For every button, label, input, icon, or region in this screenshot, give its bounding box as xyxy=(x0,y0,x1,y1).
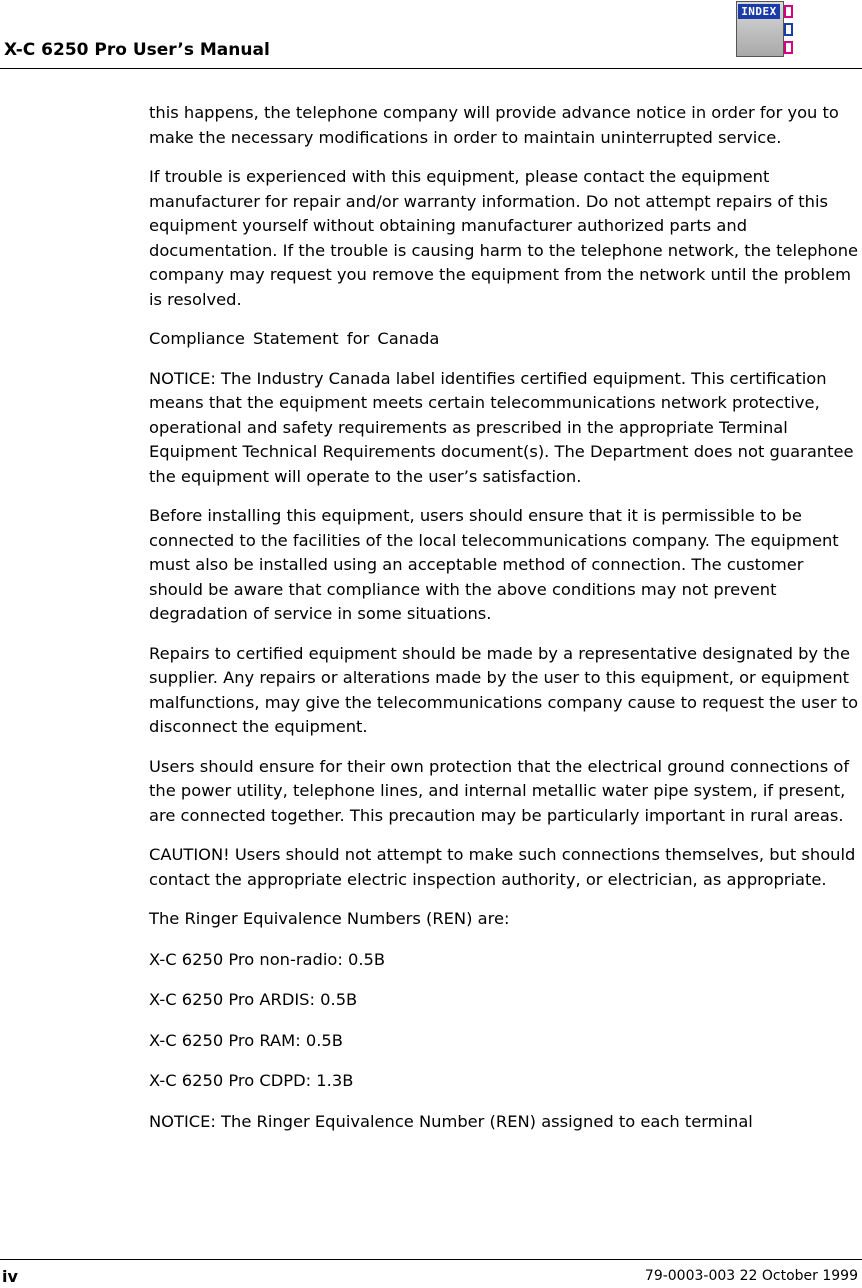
paragraph-ren-notice: NOTICE: The Ringer Equivalence Number (REN) assigned to each terminal xyxy=(149,1111,753,1131)
paragraph-before-installing: Before installing this equipment, users should ensure that it is permissible to be connected to the facilities of the local telecommunications company. The equipment must also be installed using an acceptable method of connection. The customer should be aware that compliance with the above conditions may not prevent degradation of service in some situations. xyxy=(149,506,839,623)
paragraph-trouble: If trouble is experienced with this equipment, please contact the equipment manufacturer for repair and/or warranty information. Do not attempt repairs of this equipment yourself without obtaining manufacturer authorized parts and documentation. If the trouble is causing harm to the telephone network, the telephone company may request you remove the equipment from the network until the problem is resolved. xyxy=(149,167,859,309)
index-tab-icon xyxy=(784,41,793,54)
index-button[interactable] xyxy=(736,1,796,59)
paragraph-caution: CAUTION! Users should not attempt to make such connections themselves, but should contact the appropriate electric inspection authority, or electrician, as appropriate. xyxy=(149,845,856,889)
ren-value-cdpd: X-C 6250 Pro CDPD: 1.3B xyxy=(149,1071,354,1090)
paragraph-notice-industry-canada: NOTICE: The Industry Canada label identifies certified equipment. This certification means that the equipment meets certain telecommunications network protective, operational and safety requirements as prescribed in the appropriate Terminal Equipment Technical Requirements document(s). The Department does not guarantee the equipment will operate to the user’s satisfaction. xyxy=(149,368,854,486)
header-divider xyxy=(0,68,862,69)
ren-value-ram: X-C 6250 Pro RAM: 0.5B xyxy=(149,1030,343,1050)
running-header-title: X-C 6250 Pro User’s Manual xyxy=(4,40,270,60)
ren-value-ardis: X-C 6250 Pro ARDIS: 0.5B xyxy=(149,990,358,1009)
index-tab-icon xyxy=(784,5,793,18)
index-button-label: INDEX xyxy=(738,4,780,19)
paragraph-ren-intro: The Ringer Equivalence Numbers (REN) are: xyxy=(149,909,510,928)
ren-value-non-radio: X-C 6250 Pro non-radio: 0.5B xyxy=(149,949,386,969)
paragraph-repairs: Repairs to certified equipment should be made by a representative designated by the supplier. Any repairs or alterations made by the user to this equipment, or equipment malfunctions, may give the telecommunications company cause to request the user to disconnect the equipment. xyxy=(149,643,859,736)
document-info: 79-0003-003 22 October 1999 xyxy=(644,1268,858,1284)
paragraph-grounding: Users should ensure for their own protection that the electrical ground connections of the power utility, telephone lines, and internal metallic water pipe system, if present, are connected together. This precaution may be particularly important in rural areas. xyxy=(149,756,850,825)
section-heading-canada: Compliance Statement for Canada xyxy=(149,329,440,348)
footer-divider xyxy=(0,1259,862,1260)
page-number: iv xyxy=(2,1267,18,1286)
paragraph-advance-notice: this happens, the telephone company will provide advance notice in order for you to make the necessary modifications in order to maintain uninterrupted service. xyxy=(149,103,839,147)
page-body xyxy=(149,101,859,1149)
index-tab-icon xyxy=(784,23,793,36)
